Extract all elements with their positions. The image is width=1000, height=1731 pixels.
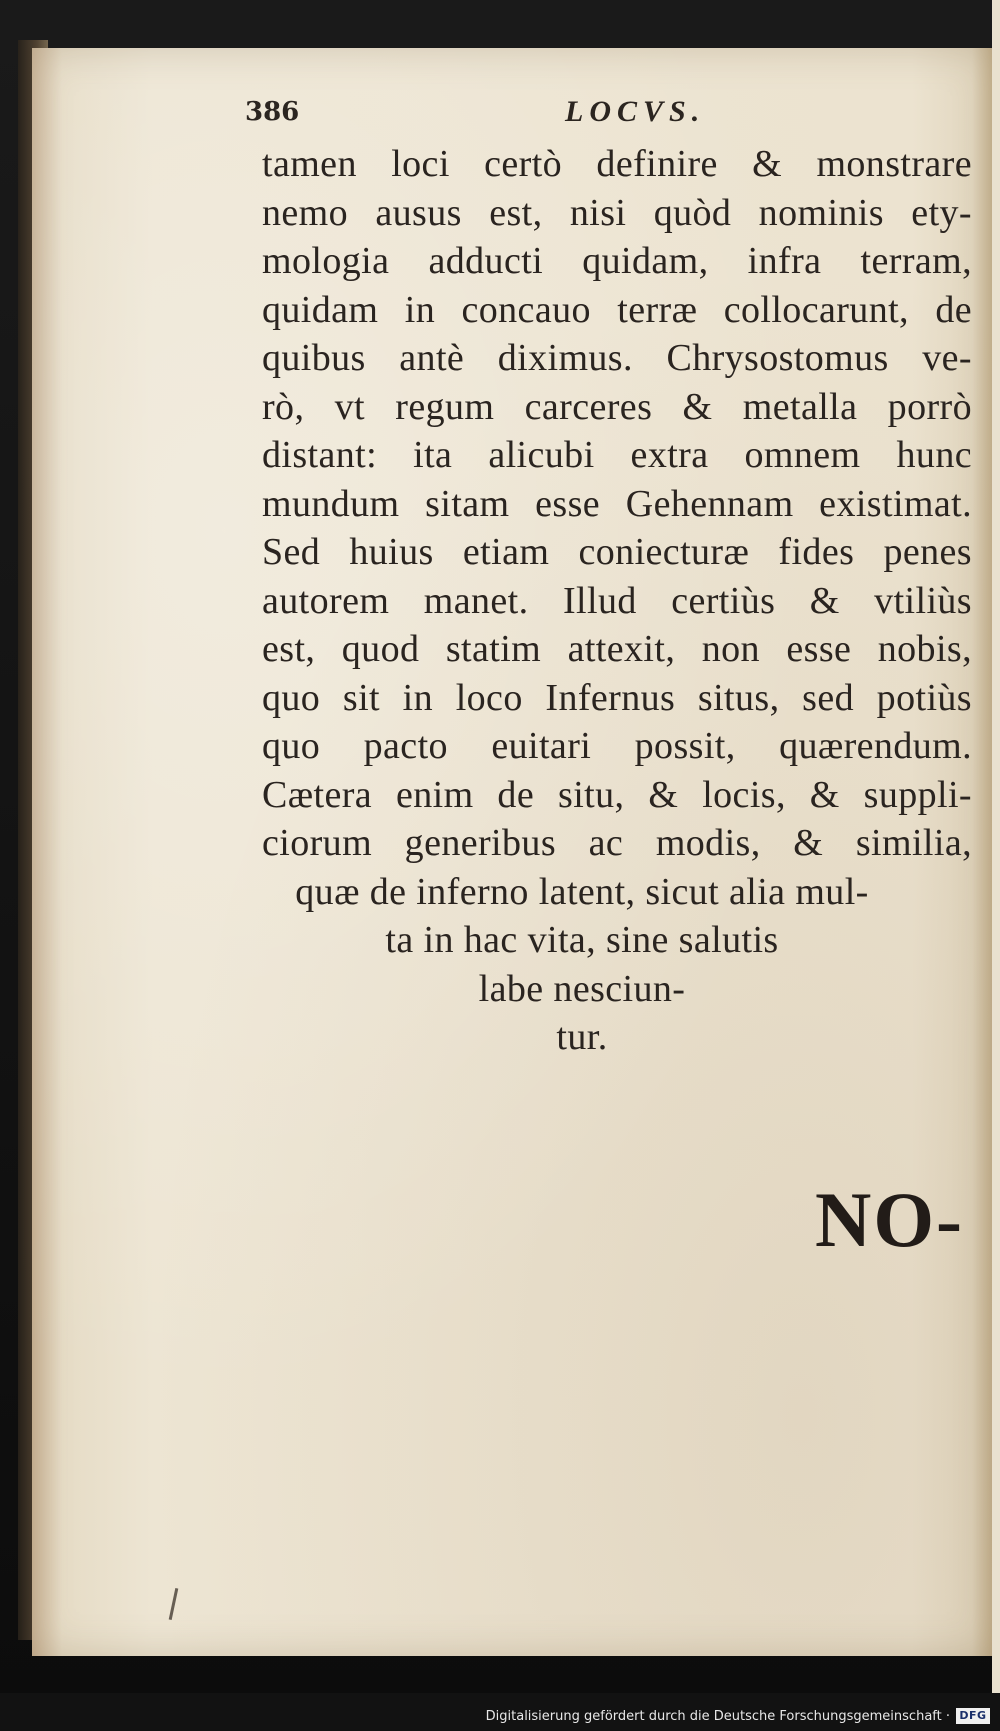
text-line: nemo ausus est, nisi quòd nominis ety- (262, 191, 972, 234)
right-page-strip (992, 0, 1000, 1731)
text-line: est, quod statim attexit, non esse nobis, (262, 628, 972, 670)
tail-line: ta in hac vita, sine salutis (385, 919, 779, 961)
footer-bar (0, 1693, 1000, 1731)
text-line: ciorum generibus ac modis, & similia, (262, 822, 972, 864)
text-line: Sed huius etiam coniecturæ fides penes (262, 531, 972, 573)
tail-line: tur. (556, 1016, 608, 1058)
text-line: mologia adducti quidam, infra terram, (262, 240, 972, 282)
text-line: quo pacto euitari possit, quærendum. (262, 725, 972, 767)
main-text (262, 140, 972, 1062)
running-head (245, 95, 885, 135)
catchword: NO- (815, 1176, 964, 1263)
header-title: LOCVS. (565, 95, 706, 128)
text-line: rò, vt regum carceres & metalla porrò (262, 385, 972, 428)
text-line: tamen loci certò definire & monstrare (262, 143, 972, 185)
text-line: distant: ita alicubi extra omnem hunc (262, 434, 972, 476)
text-line: mundum sitam esse Gehennam existimat. (262, 482, 972, 525)
text-line: quo sit in loco Infernus situs, sed potiùs (262, 676, 972, 719)
digitization-credit: Digitalisierung gefördert durch die Deutsche Forschungsgemeinschaft · (485, 1709, 950, 1724)
text-line: Cætera enim de situ, & locis, & suppli- (262, 773, 972, 816)
text-line: quidam in concauo terræ collocarunt, de (262, 288, 972, 331)
tail-line: quæ de inferno latent, sicut alia mul- (295, 870, 869, 913)
page-number: 386 (245, 97, 300, 127)
tail-line: labe nesciun- (478, 967, 686, 1010)
text-line: quibus antè diximus. Chrysostomus ve- (262, 337, 972, 379)
text-line: autorem manet. Illud certiùs & vtiliùs (262, 579, 972, 622)
dfg-logo: DFG (956, 1708, 990, 1724)
